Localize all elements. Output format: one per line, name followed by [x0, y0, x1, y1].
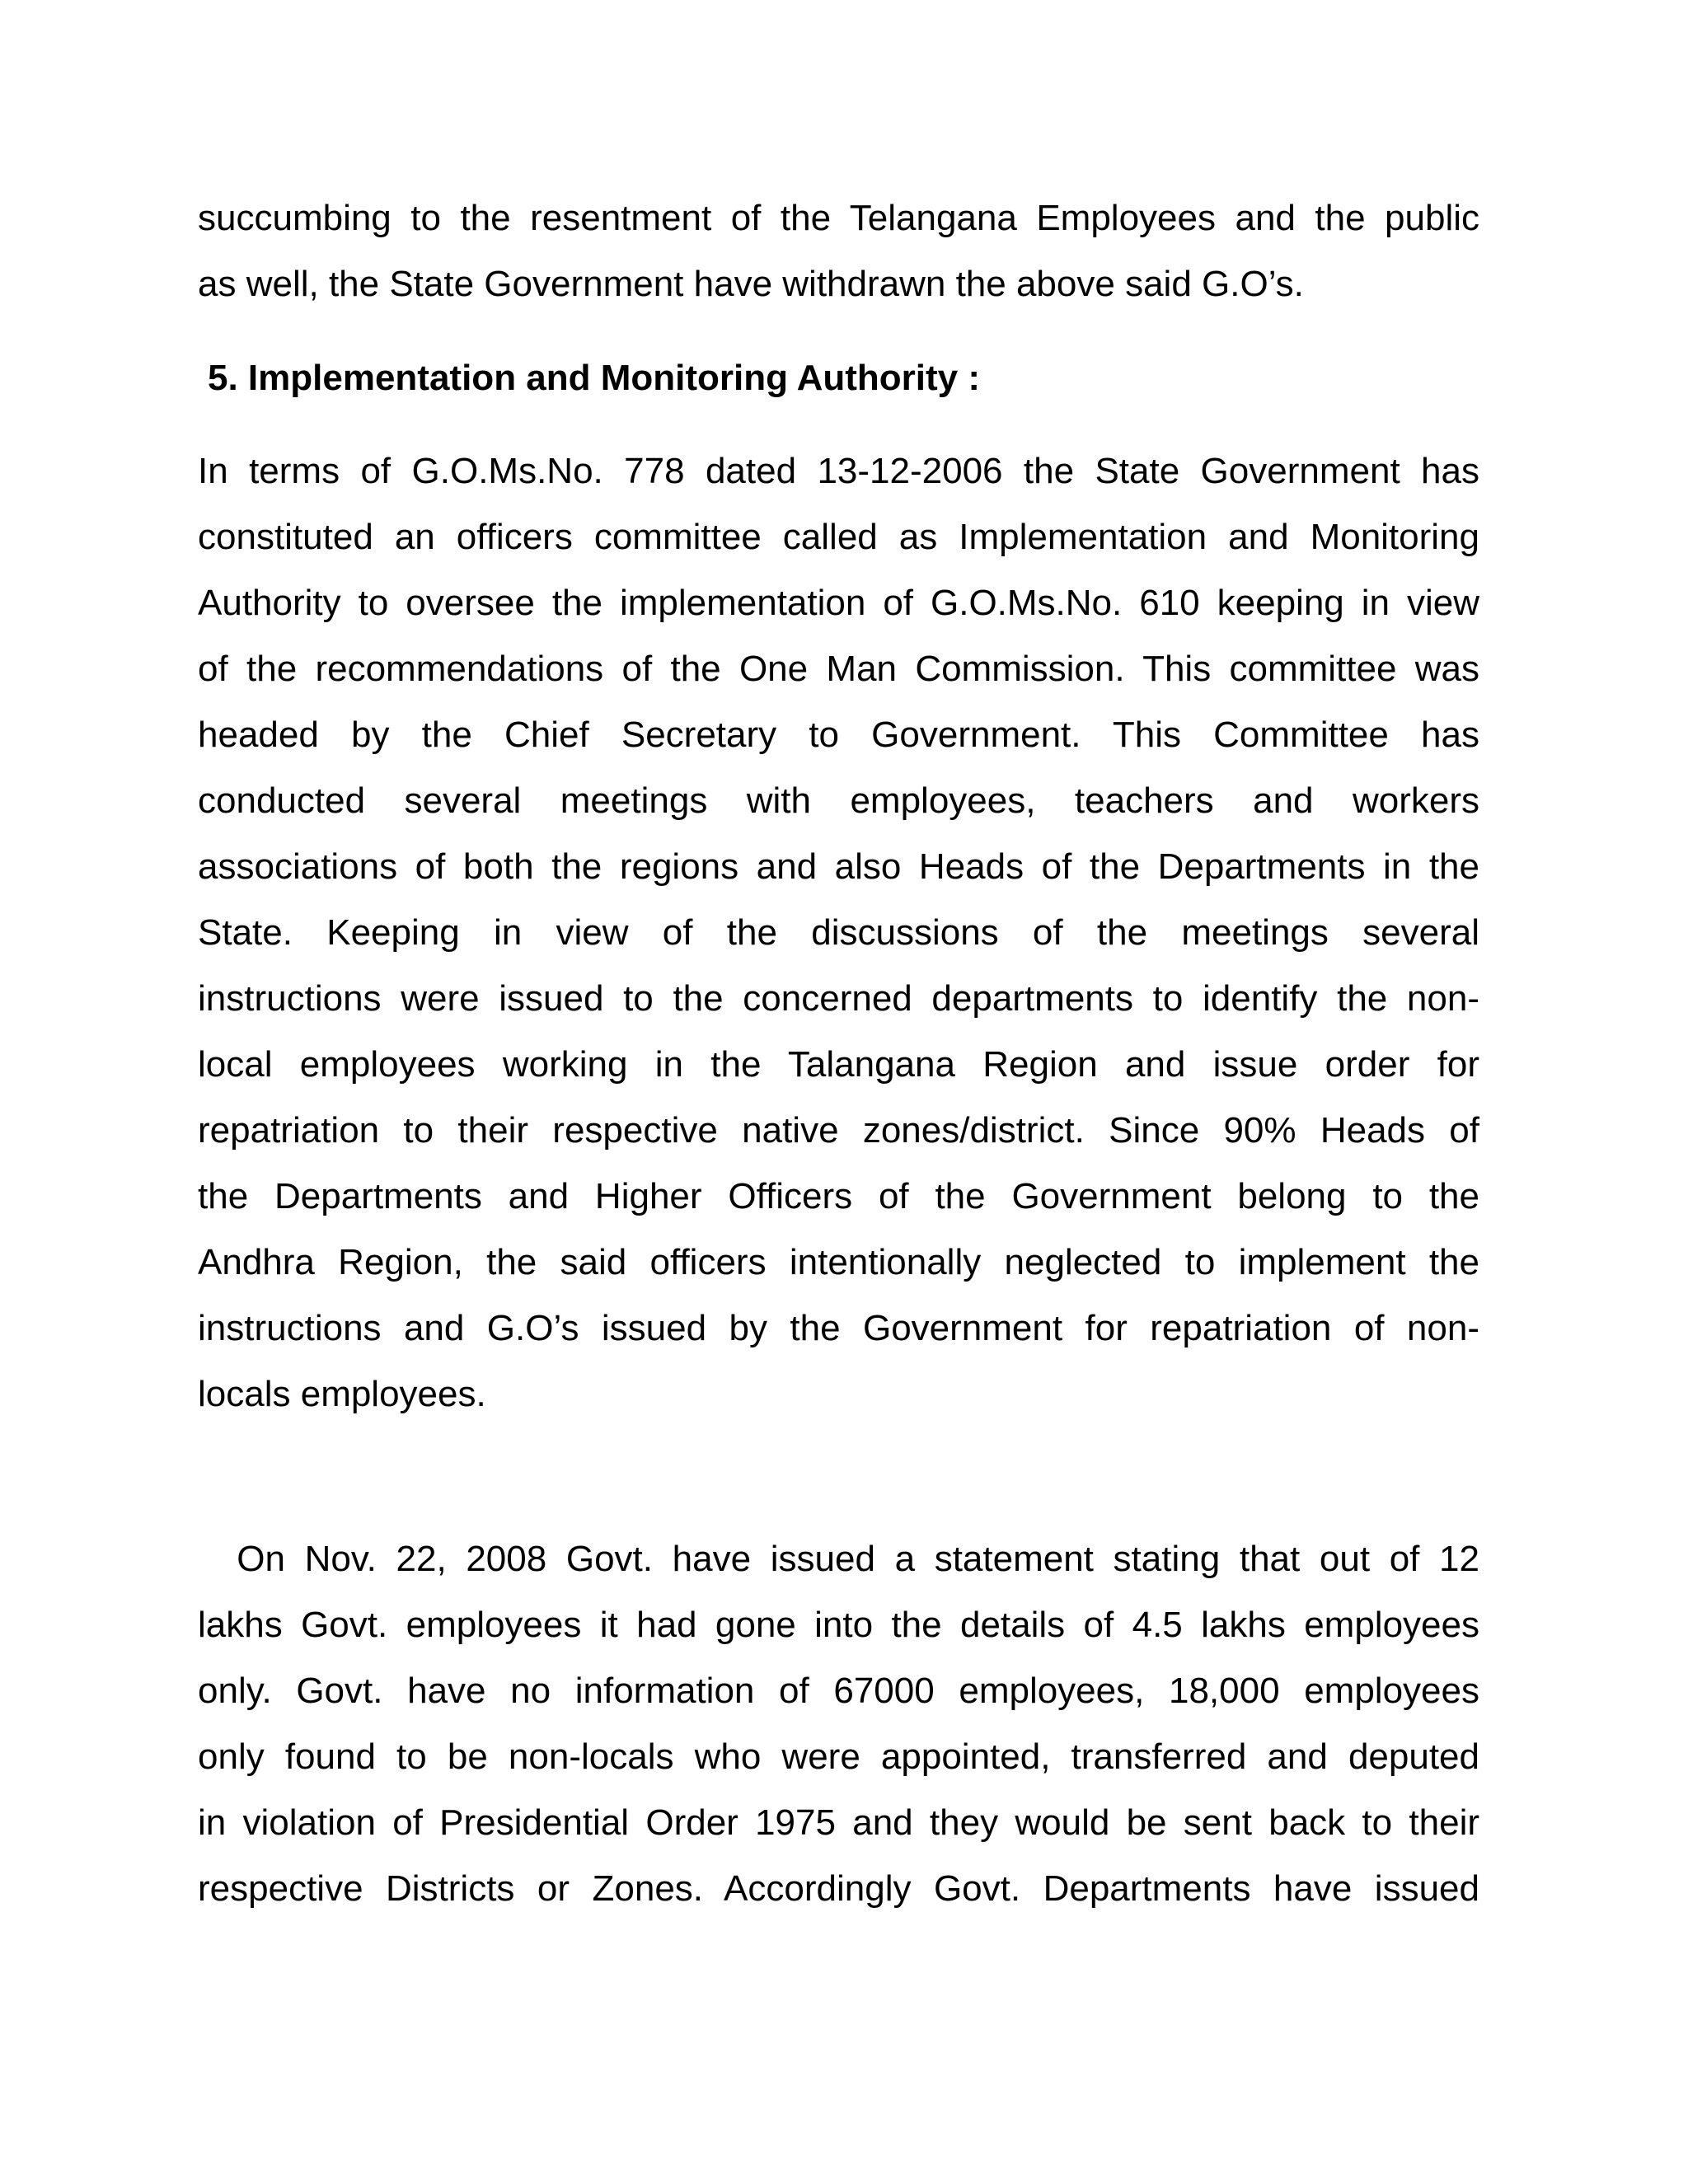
- text-line: constituted an officers committee called as Implementation and Monitoring: [198, 517, 1479, 557]
- section-heading: 5. Implementation and Monitoring Authority :: [208, 358, 980, 398]
- text-line: headed by the Chief Secretary to Government. This Committee has: [198, 715, 1479, 755]
- text-line: respective Districts or Zones. Accordingly Govt. Departments have issued: [198, 1868, 1479, 1909]
- text-line: locals employees.: [198, 1374, 486, 1414]
- text-line: instructions and G.O’s issued by the Government for repatriation of non-: [198, 1308, 1479, 1348]
- text-line: Andhra Region, the said officers intentionally neglected to implement the: [198, 1242, 1479, 1282]
- text-line: State. Keeping in view of the discussions of the meetings several: [198, 912, 1479, 953]
- text-line: local employees working in the Talangana Region and issue order for: [198, 1044, 1479, 1085]
- text-line: in violation of Presidential Order 1975 and they would be sent back to their: [198, 1802, 1479, 1843]
- text-line: In terms of G.O.Ms.No. 778 dated 13-12-2006 the State Government has: [198, 451, 1479, 491]
- text-line: associations of both the regions and also Heads of the Departments in the: [198, 846, 1479, 887]
- text-line: Authority to oversee the implementation of G.O.Ms.No. 610 keeping in view: [198, 583, 1479, 623]
- text-line: lakhs Govt. employees it had gone into the details of 4.5 lakhs employees: [198, 1605, 1479, 1645]
- text-line: instructions were issued to the concerned departments to identify the non-: [198, 978, 1479, 1019]
- text-line: repatriation to their respective native zones/district. Since 90% Heads of: [198, 1110, 1479, 1151]
- text-line: as well, the State Government have withdrawn the above said G.O’s.: [198, 264, 1304, 304]
- text-line: only. Govt. have no information of 67000 employees, 18,000 employees: [198, 1671, 1479, 1711]
- text-line: only found to be non-locals who were appointed, transferred and deputed: [198, 1736, 1479, 1777]
- text-line: succumbing to the resentment of the Telangana Employees and the public: [198, 198, 1479, 238]
- text-line: On Nov. 22, 2008 Govt. have issued a statement stating that out of 12: [198, 1539, 1479, 1579]
- text-line: of the recommendations of the One Man Commission. This committee was: [198, 649, 1479, 689]
- text-line: conducted several meetings with employees, teachers and workers: [198, 780, 1479, 821]
- text-line: the Departments and Higher Officers of the Government belong to the: [198, 1176, 1479, 1216]
